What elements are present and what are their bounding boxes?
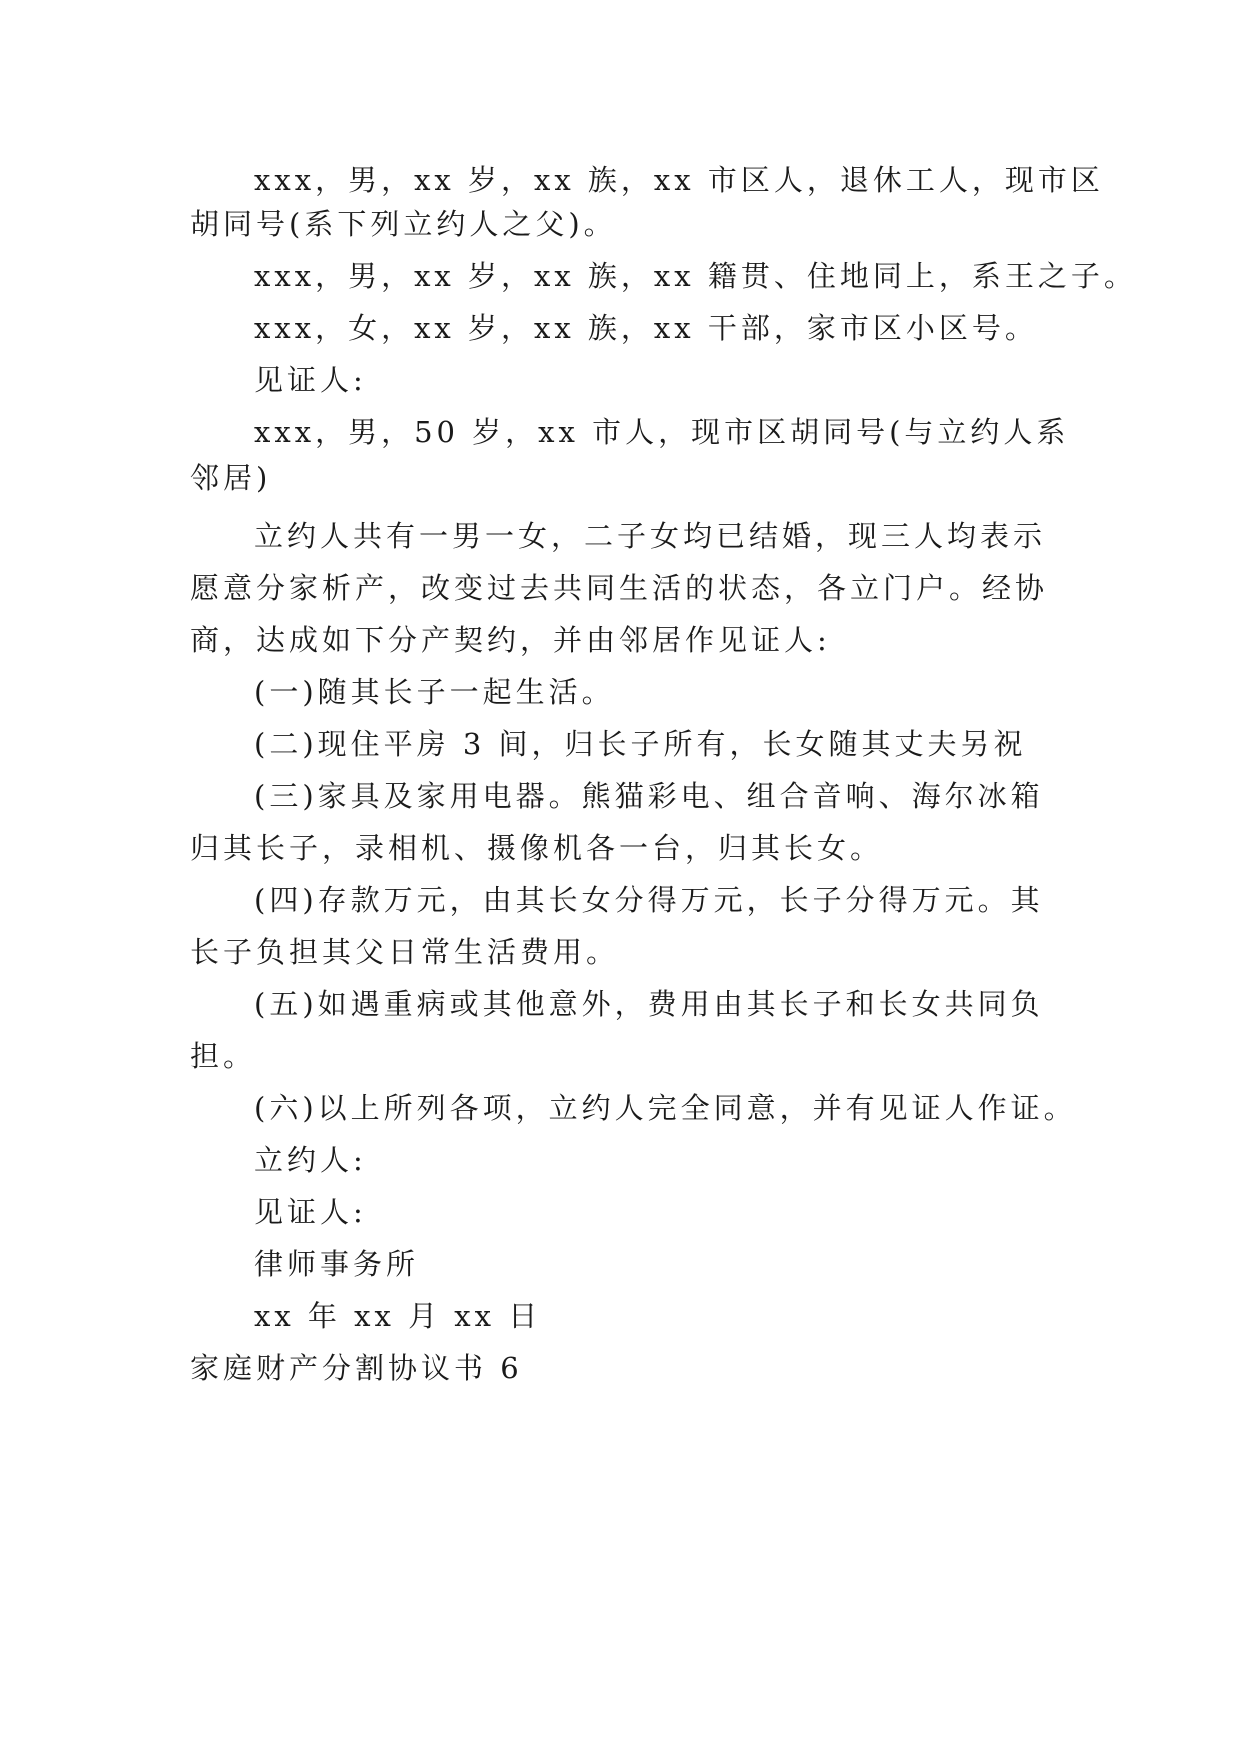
- intro-line-3: 商，达成如下分产契约，并由邻居作见证人:: [190, 623, 831, 657]
- signatory-label: 立约人:: [254, 1143, 367, 1177]
- intro-line-2: 愿意分家析产，改变过去共同生活的状态，各立门户。经协: [190, 571, 1049, 605]
- next-document-title: 家庭财产分割协议书 6: [190, 1351, 523, 1385]
- intro-line-1: 立约人共有一男一女，二子女均已结婚，现三人均表示: [254, 519, 1047, 553]
- party-father-line-2: 胡同号(系下列立约人之父)。: [190, 207, 617, 241]
- clause-5-line-2: 担。: [190, 1039, 257, 1073]
- clause-5-line-1: (五)如遇重病或其他意外，费用由其长子和长女共同负: [254, 987, 1044, 1021]
- clause-2: (二)现住平房 3 间，归长子所有，长女随其丈夫另祝: [254, 727, 1027, 761]
- clause-4-line-1: (四)存款万元，由其长女分得万元，长子分得万元。其: [254, 883, 1044, 917]
- clause-4-line-2: 长子负担其父日常生活费用。: [190, 935, 620, 969]
- party-son-line: xxx，男，xx 岁，xx 族，xx 籍贯、住地同上，系王之子。: [254, 259, 1137, 293]
- clause-1: (一)随其长子一起生活。: [254, 675, 615, 709]
- party-father-line-1: xxx，男，xx 岁，xx 族，xx 市区人，退休工人，现市区: [254, 163, 1104, 197]
- law-firm: 律师事务所: [254, 1247, 420, 1281]
- witness-line-1: xxx，男，50 岁，xx 市人，现市区胡同号(与立约人系: [254, 415, 1070, 449]
- clause-6: (六)以上所列各项，立约人完全同意，并有见证人作证。: [254, 1091, 1077, 1125]
- witness-signature-label: 见证人:: [254, 1195, 367, 1229]
- witness-line-2: 邻居): [190, 461, 272, 495]
- clause-3-line-1: (三)家具及家用电器。熊猫彩电、组合音响、海尔冰箱: [254, 779, 1044, 813]
- party-daughter-line: xxx，女，xx 岁，xx 族，xx 干部，家市区小区号。: [254, 311, 1038, 345]
- witness-heading: 见证人:: [254, 363, 367, 397]
- document-date: xx 年 xx 月 xx 日: [254, 1299, 542, 1333]
- clause-3-line-2: 归其长子，录相机、摄像机各一台，归其长女。: [190, 831, 884, 865]
